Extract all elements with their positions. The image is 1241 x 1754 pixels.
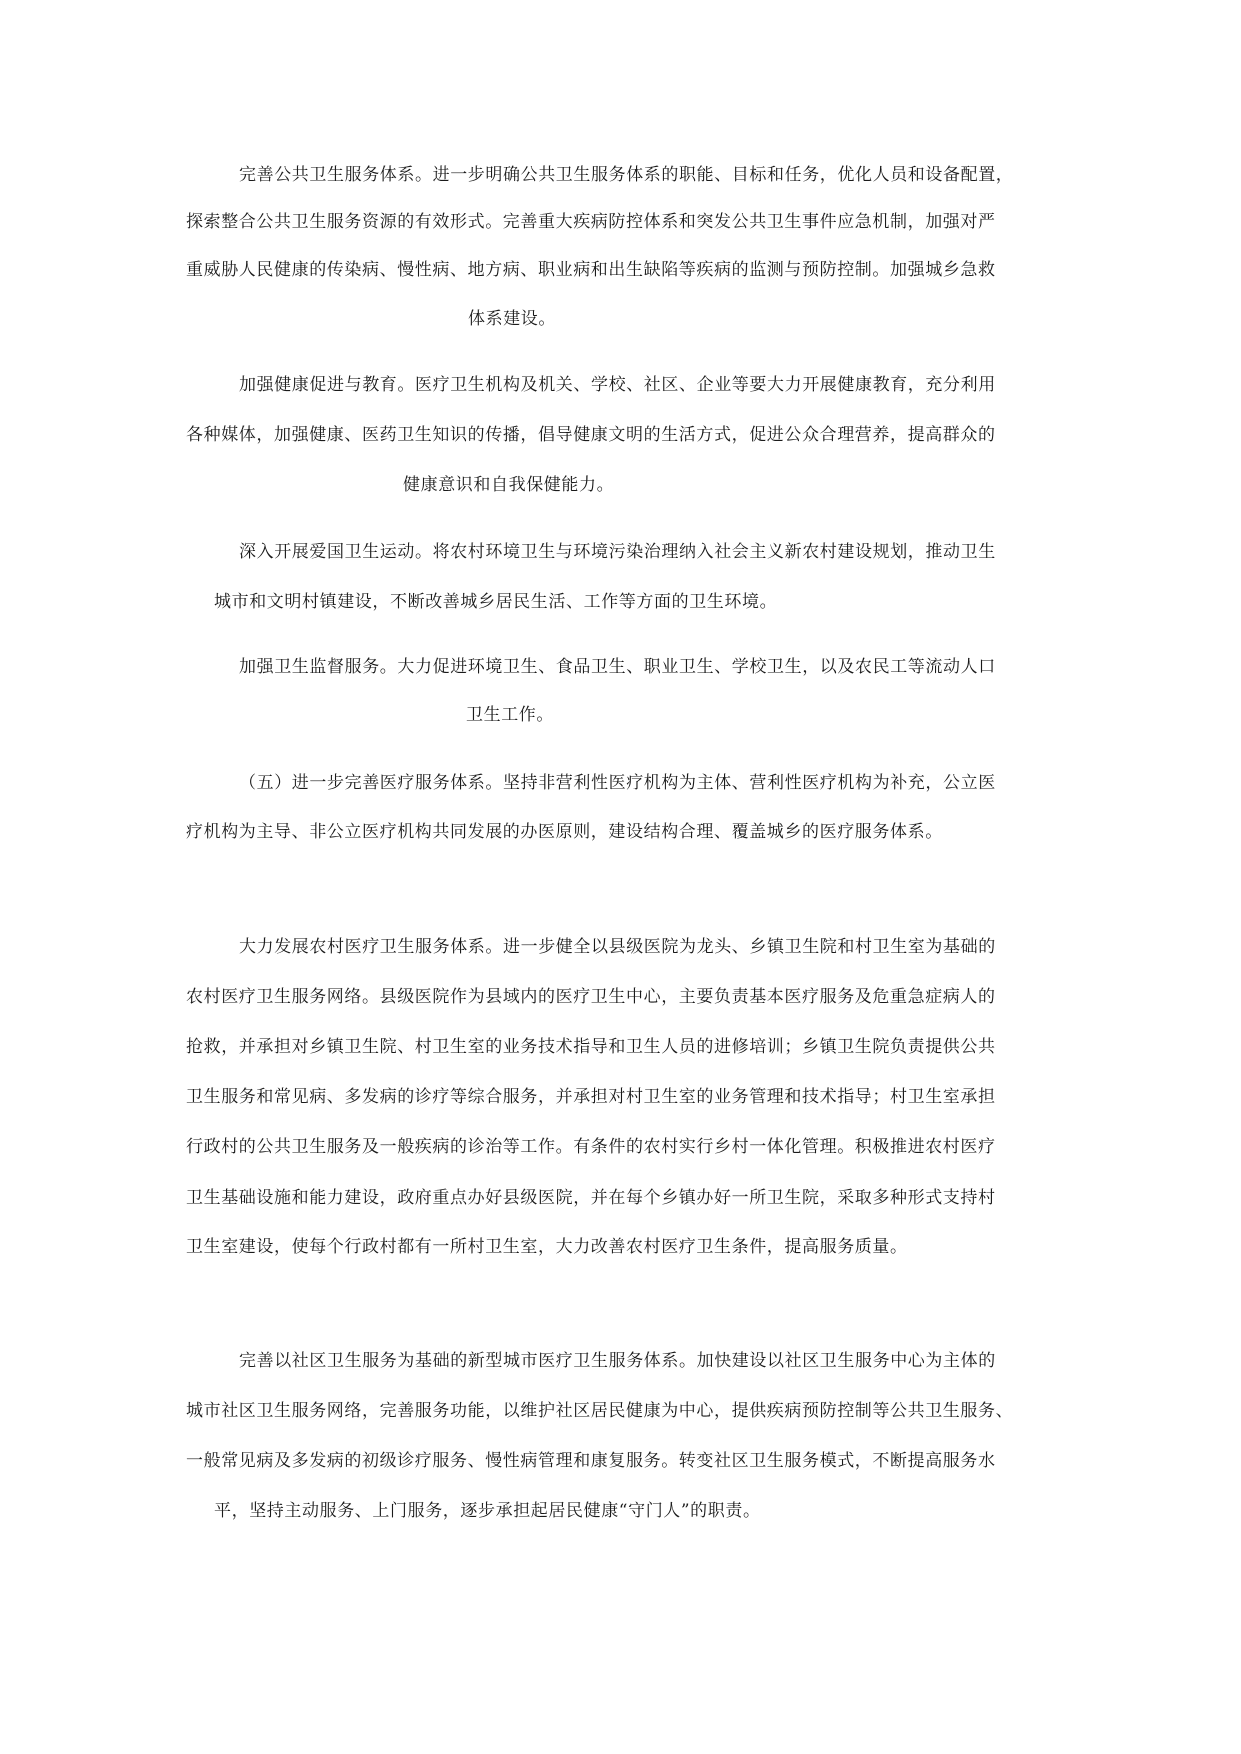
paragraph-line: 一般常见病及多发病的初级诊疗服务、慢性病管理和康复服务。转变社区卫生服务模式，不断提高服务水 <box>186 1451 996 1471</box>
paragraph-line: 健康意识和自我保健能力。 <box>403 475 615 495</box>
paragraph-line: 各种媒体，加强健康、医药卫生知识的传播，倡导健康文明的生活方式，促进公众合理营养，提高群众的 <box>186 425 996 445</box>
paragraph-line: 抢救，并承担对乡镇卫生院、村卫生室的业务技术指导和卫生人员的进修培训；乡镇卫生院负责提供公共 <box>186 1037 996 1057</box>
paragraph-line: 完善公共卫生服务体系。进一步明确公共卫生服务体系的职能、目标和任务，优化人员和设备配置， <box>239 165 1014 185</box>
paragraph-line: 完善以社区卫生服务为基础的新型城市医疗卫生服务体系。加快建设以社区卫生服务中心为主体的 <box>239 1351 996 1371</box>
paragraph-line: 城市社区卫生服务网络，完善服务功能，以维护社区居民健康为中心，提供疾病预防控制等公共卫生服务、 <box>186 1401 1014 1421</box>
paragraph-line: 卫生服务和常见病、多发病的诊疗等综合服务，并承担对村卫生室的业务管理和技术指导；村卫生室承担 <box>186 1087 996 1107</box>
paragraph-line: 大力发展农村医疗卫生服务体系。进一步健全以县级医院为龙头、乡镇卫生院和村卫生室为基础的 <box>239 937 996 957</box>
paragraph-line: （五）进一步完善医疗服务体系。坚持非营利性医疗机构为主体、营利性医疗机构为补充，公立医 <box>239 773 996 793</box>
paragraph-line: 体系建设。 <box>468 309 556 329</box>
paragraph-line: 卫生基础设施和能力建设，政府重点办好县级医院，并在每个乡镇办好一所卫生院，采取多种形式支持村 <box>186 1188 996 1208</box>
paragraph-line: 深入开展爱国卫生运动。将农村环境卫生与环境污染治理纳入社会主义新农村建设规划，推动卫生 <box>239 542 996 562</box>
paragraph-line: 加强健康促进与教育。医疗卫生机构及机关、学校、社区、企业等要大力开展健康教育，充分利用 <box>239 375 996 395</box>
paragraph-line: 疗机构为主导、非公立医疗机构共同发展的办医原则，建设结构合理、覆盖城乡的医疗服务体系。 <box>186 822 943 842</box>
paragraph-line: 重威胁人民健康的传染病、慢性病、地方病、职业病和出生缺陷等疾病的监测与预防控制。加强城乡急救 <box>186 260 996 280</box>
paragraph-line: 城市和文明村镇建设，不断改善城乡居民生活、工作等方面的卫生环境。 <box>214 592 778 612</box>
paragraph-line: 加强卫生监督服务。大力促进环境卫生、食品卫生、职业卫生、学校卫生，以及农民工等流动人口 <box>239 657 996 677</box>
paragraph-line: 卫生室建设，使每个行政村都有一所村卫生室，大力改善农村医疗卫生条件，提高服务质量。 <box>186 1237 908 1257</box>
paragraph-line: 探索整合公共卫生服务资源的有效形式。完善重大疾病防控体系和突发公共卫生事件应急机制，加强对严 <box>186 212 996 232</box>
paragraph-line: 农村医疗卫生服务网络。县级医院作为县域内的医疗卫生中心，主要负责基本医疗服务及危重急症病人的 <box>186 987 996 1007</box>
paragraph-line: 卫生工作。 <box>466 705 554 725</box>
paragraph-line: 平，坚持主动服务、上门服务，逐步承担起居民健康“守门人”的职责。 <box>214 1501 761 1521</box>
paragraph-line: 行政村的公共卫生服务及一般疾病的诊治等工作。有条件的农村实行乡村一体化管理。积极推进农村医疗 <box>186 1137 996 1157</box>
